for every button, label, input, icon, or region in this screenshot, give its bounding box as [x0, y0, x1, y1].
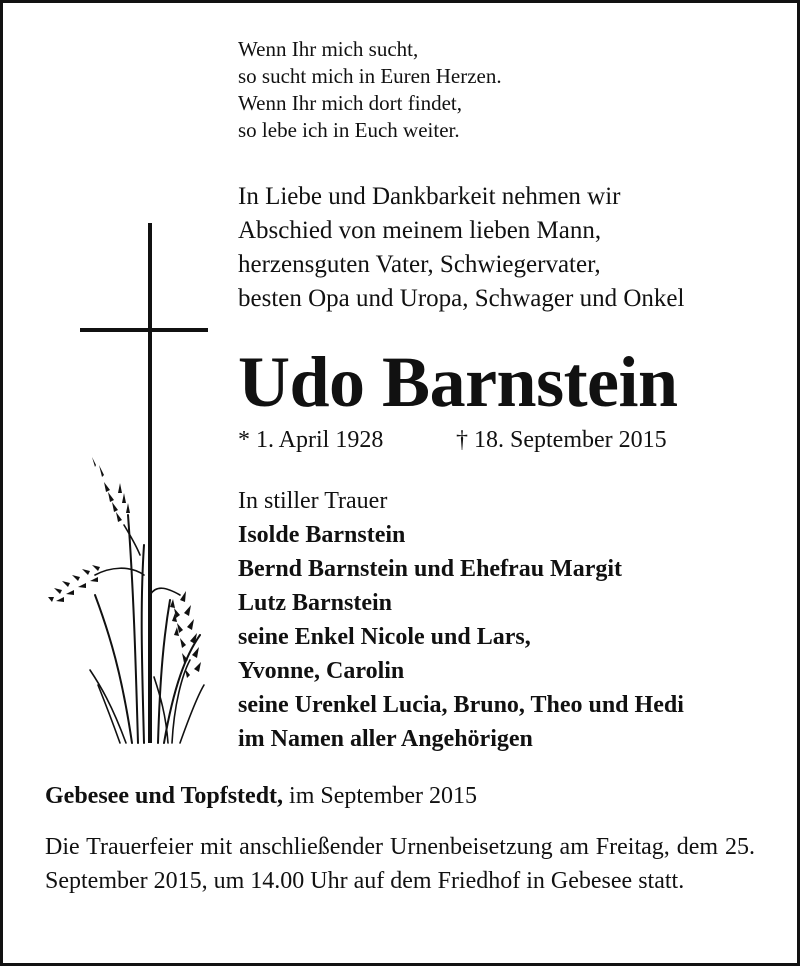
mourner: seine Urenkel Lucia, Bruno, Theo und Hedi — [238, 692, 684, 718]
poem — [238, 36, 502, 144]
mourner: Bernd Barnstein und Ehefrau Margit — [238, 556, 623, 582]
cross-and-wheat-illustration — [40, 215, 225, 750]
birth-date: * 1. April 1928 — [238, 427, 384, 453]
mourner: Lutz Barnstein — [238, 590, 393, 616]
mourner: Isolde Barnstein — [238, 522, 406, 548]
intro-line: Abschied von meinem lieben Mann, — [238, 217, 602, 244]
death-date: † 18. September 2015 — [456, 427, 667, 453]
place-date — [45, 780, 477, 812]
wheat-ear-left — [48, 457, 130, 602]
mourner: seine Enkel Nicole und Lars, — [238, 624, 531, 650]
intro-line: herzensguten Vater, Schwiegervater, — [238, 251, 601, 278]
service-info: Die Trauerfeier mit anschließender Urnenbeisetzung am Freitag, dem 25. September 2015, um 14.00 Uhr auf dem Friedhof in Gebesee statt. — [45, 834, 755, 894]
poem-line: so sucht mich in Euren Herzen. — [238, 64, 502, 88]
cross-icon — [80, 223, 208, 743]
poem-line: Wenn Ihr mich dort findet, — [238, 91, 462, 115]
intro-line: In Liebe und Dankbarkeit nehmen wir — [238, 183, 621, 210]
farewell-intro — [238, 180, 684, 316]
place-month: im September 2015 — [283, 783, 478, 809]
intro-line: besten Opa und Uropa, Schwager und Onkel — [238, 285, 685, 312]
mourner: Yvonne, Carolin — [238, 658, 405, 684]
poem-line: so lebe ich in Euch weiter. — [238, 118, 460, 142]
deceased-name: Udo Barnstein — [238, 342, 678, 422]
mourners-lead: In stiller Trauer — [238, 488, 388, 514]
place-names: Gebesee und Topfstedt, — [45, 783, 284, 809]
mourner: im Namen aller Angehörigen — [238, 726, 533, 752]
mourners-list — [238, 484, 684, 756]
wheat-ear-right — [170, 591, 201, 678]
poem-line: Wenn Ihr mich sucht, — [238, 37, 419, 61]
wheat-icon — [90, 515, 204, 743]
